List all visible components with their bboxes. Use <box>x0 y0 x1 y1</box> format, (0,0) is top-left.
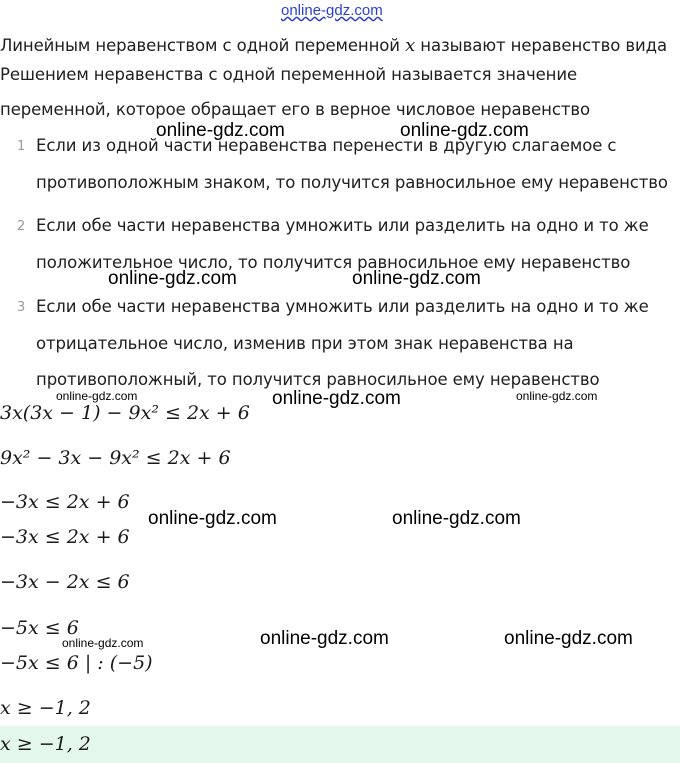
solution-step: −5x ≤ 6 <box>0 617 79 639</box>
watermark: online-gdz.com <box>272 388 401 409</box>
solution-step: x ≥ −1, 2 <box>0 697 91 719</box>
watermark: online-gdz.com <box>108 268 237 289</box>
solution-step: −3x − 2x ≤ 6 <box>0 571 130 593</box>
rule-text: положительное число, то получится равносильное ему неравенство <box>36 253 631 272</box>
rule-text: Если из одной части неравенства перенести в другую слагаемое с <box>36 136 617 155</box>
intro-line-3: переменной, которое обращает его в верное числовое неравенство <box>0 100 590 119</box>
solution-step: −5x ≤ 6 | : (−5) <box>0 652 153 674</box>
watermark: online-gdz.com <box>504 628 633 649</box>
answer-highlight <box>0 726 680 763</box>
intro-line-1 <box>0 35 667 56</box>
rule-text: противоположным знаком, то получится равносильное ему неравенство <box>36 173 668 192</box>
rule-text: отрицательное число, изменив при этом знак неравенства на <box>36 334 574 353</box>
rule-text: противоположный, то получится равносильное ему неравенство <box>36 370 600 389</box>
solution-step: −3x ≤ 2x + 6 <box>0 491 130 513</box>
watermark: online-gdz.com <box>400 120 529 141</box>
rule-text: Если обе части неравенства умножить или разделить на одно и то же <box>36 297 649 316</box>
watermark: online-gdz.com <box>352 268 481 289</box>
watermark: online-gdz.com <box>156 120 285 141</box>
answer: x ≥ −1, 2 <box>0 733 91 755</box>
watermark: online-gdz.com <box>148 508 277 529</box>
rule-text: Если обе части неравенства умножить или разделить на одно и то же <box>36 216 649 235</box>
solution-step: 3x(3x − 1) − 9x² ≤ 2x + 6 <box>0 402 250 424</box>
intro-variable: x <box>405 35 416 56</box>
rule-number: 3 <box>17 300 26 315</box>
watermark: online-gdz.com <box>516 389 598 403</box>
watermark: online-gdz.com <box>260 628 389 649</box>
watermark-top: online-gdz.com <box>281 2 383 19</box>
watermark: online-gdz.com <box>62 636 144 650</box>
watermark: online-gdz.com <box>392 508 521 529</box>
solution-step: −3x ≤ 2x + 6 <box>0 526 130 548</box>
rule-number: 1 <box>17 139 26 154</box>
intro-text-end: называют неравенство вида <box>420 36 667 55</box>
rule-number: 2 <box>17 219 26 234</box>
intro-text-start: Линейным неравенством с одной переменной <box>0 36 400 55</box>
intro-line-2: Решением неравенства с одной переменной называется значение <box>0 65 578 84</box>
watermark: online-gdz.com <box>56 389 138 403</box>
solution-step: 9x² − 3x − 9x² ≤ 2x + 6 <box>0 447 231 469</box>
